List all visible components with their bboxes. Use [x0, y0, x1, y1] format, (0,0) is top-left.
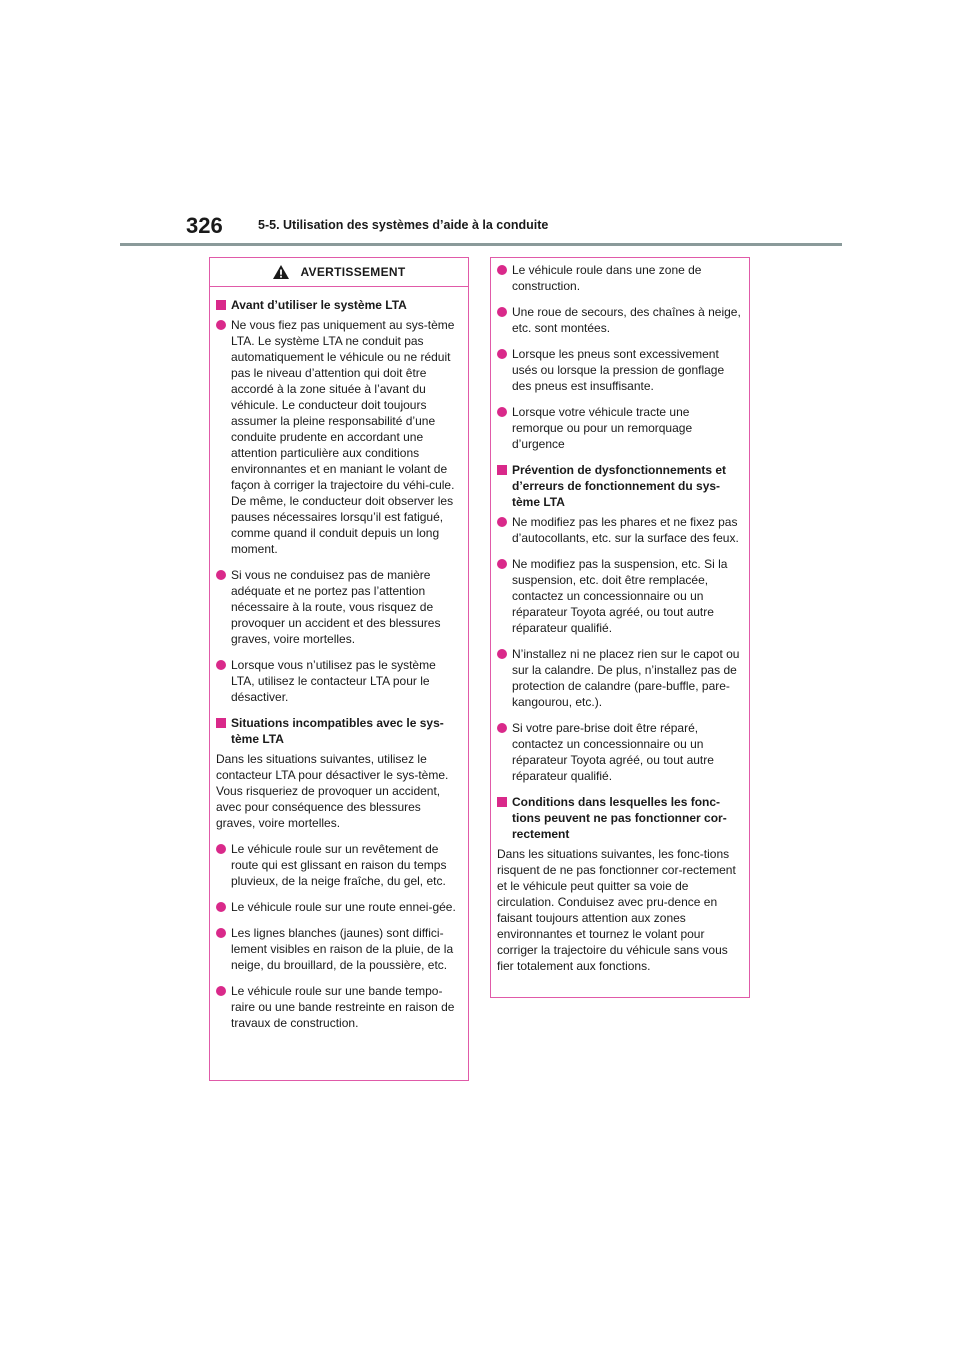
- square-bullet-icon: [216, 300, 226, 310]
- round-bullet-icon: [497, 517, 507, 527]
- list-item-text: N’installez ni ne placez rien sur le capot ou sur la calandre. De plus, n’installez pas de protection de calandre (pare-buffle, pare-kangourou, etc.).: [512, 647, 740, 709]
- list-item: [497, 304, 743, 336]
- heading-text: Prévention de dysfonctionnements et d’erreurs de fonctionnement du sys-tème LTA: [512, 463, 727, 509]
- list-item: [216, 657, 462, 705]
- round-bullet-icon: [497, 723, 507, 733]
- list-item: [216, 317, 462, 557]
- list-item-text: Si vous ne conduisez pas de manière adéquate et ne portez pas l’attention nécessaire à la route, vous risquez de provoquer un accident et des blessures graves, voire mortelles.: [231, 568, 441, 646]
- round-bullet-icon: [497, 649, 507, 659]
- list-item: [216, 983, 462, 1031]
- list-item-text: Les lignes blanches (jaunes) sont diffici-lement visibles en raison de la pluie, de la neige, du brouillard, de la poussière, etc.: [231, 926, 454, 972]
- list-item: [497, 346, 743, 394]
- header-rule: [120, 243, 842, 246]
- list-item: [216, 899, 462, 915]
- list-item: [216, 841, 462, 889]
- list-item: [497, 514, 743, 546]
- heading-before-use: [216, 297, 462, 313]
- round-bullet-icon: [216, 928, 226, 938]
- list-item-text: Ne modifiez pas les phares et ne fixez pas d’autocollants, etc. sur la surface des feux.: [512, 515, 739, 545]
- warning-triangle-icon: [272, 264, 290, 280]
- paragraph: Dans les situations suivantes, les fonc-tions risquent de ne pas fonctionner cor-rectement et le véhicule peut quitter sa voie de circulation. Conduisez avec pru-dence en faisant toujours attention aux zones environnantes et tournez le volant pour corriger la trajectoire du véhicule sans vous fier totalement aux fonctions.: [497, 847, 736, 973]
- warning-box-left: [209, 257, 469, 1081]
- square-bullet-icon: [216, 718, 226, 728]
- section-title: 5-5. Utilisation des systèmes d’aide à la conduite: [258, 218, 549, 232]
- heading-text: Avant d’utiliser le système LTA: [231, 298, 407, 312]
- round-bullet-icon: [216, 570, 226, 580]
- round-bullet-icon: [497, 307, 507, 317]
- list-item-text: Ne modifiez pas la suspension, etc. Si la suspension, etc. doit être remplacée, contactez un concessionnaire ou un réparateur Toyota agréé, ou tout autre réparateur qualifié.: [512, 557, 728, 635]
- list-item-text: Le véhicule roule sur un revêtement de route qui est glissant en raison du temps pluvieux, de la neige fraîche, du gel, etc.: [231, 842, 447, 888]
- warning-header: [210, 258, 468, 287]
- list-item: [216, 567, 462, 647]
- warning-box-right: [490, 257, 750, 998]
- list-item: [497, 720, 743, 784]
- heading-incompatible-situations: [216, 715, 462, 747]
- square-bullet-icon: [497, 465, 507, 475]
- square-bullet-icon: [497, 797, 507, 807]
- round-bullet-icon: [216, 320, 226, 330]
- list-item-text: Lorsque votre véhicule tracte une remorque ou pour un remorquage d’urgence: [512, 405, 693, 451]
- list-item-text: Le véhicule roule dans une zone de construction.: [512, 263, 702, 293]
- list-item-text: Lorsque les pneus sont excessivement usés ou lorsque la pression de gonflage des pneus est insuffisante.: [512, 347, 725, 393]
- paragraph: Dans les situations suivantes, utilisez le contacteur LTA pour désactiver le sys-tème. Vous risqueriez de provoquer un accident, avec pour conséquence des blessures graves, voire mortelles.: [216, 752, 449, 830]
- list-item-text: Le véhicule roule sur une bande tempo-raire ou une bande restreinte en raison de travaux de construction.: [231, 984, 455, 1030]
- list-item: [497, 646, 743, 710]
- heading-malfunction-prevention: [497, 462, 743, 510]
- heading-conditions-malfunction: [497, 794, 743, 842]
- list-item-text: Lorsque vous n’utilisez pas le système LTA, utilisez le contacteur LTA pour le désactiver.: [231, 658, 436, 704]
- round-bullet-icon: [497, 265, 507, 275]
- warning-label: AVERTISSEMENT: [300, 265, 406, 279]
- list-item: [497, 262, 743, 294]
- round-bullet-icon: [216, 660, 226, 670]
- heading-text: Conditions dans lesquelles les fonc-tions peuvent ne pas fonctionner cor-rectement: [512, 795, 727, 841]
- round-bullet-icon: [216, 986, 226, 996]
- round-bullet-icon: [497, 407, 507, 417]
- heading-text: Situations incompatibles avec le sys-tème LTA: [231, 716, 444, 746]
- round-bullet-icon: [497, 559, 507, 569]
- list-item: [497, 556, 743, 636]
- round-bullet-icon: [497, 349, 507, 359]
- list-item-text: Si votre pare-brise doit être réparé, contactez un concessionnaire ou un réparateur Toyota agréé, ou tout autre réparateur qualifié.: [512, 721, 714, 783]
- round-bullet-icon: [216, 844, 226, 854]
- list-item-text: Le véhicule roule sur une route ennei-gée.: [231, 900, 456, 914]
- list-item: [216, 925, 462, 973]
- page-number: 326: [186, 213, 223, 238]
- list-item-text: Une roue de secours, des chaînes à neige, etc. sont montées.: [512, 305, 741, 335]
- round-bullet-icon: [216, 902, 226, 912]
- list-item-text: Ne vous fiez pas uniquement au sys-tème LTA. Le système LTA ne conduit pas automatiquement le véhicule ou ne réduit pas le niveau d’attention qui doit être accordé à la zone située à l’avant du véhicule. Le conducteur doit toujours assumer la pleine responsabilité d’une conduite prudente en accordant une attention particulière aux conditions environnantes et en maniant le volant de façon à corriger la trajectoire du véhi-cule. De même, le conducteur doit observer les pauses nécessaires lorsqu’il est fatigué, comme quand il conduit depuis un long moment.: [231, 318, 455, 556]
- list-item: [497, 404, 743, 452]
